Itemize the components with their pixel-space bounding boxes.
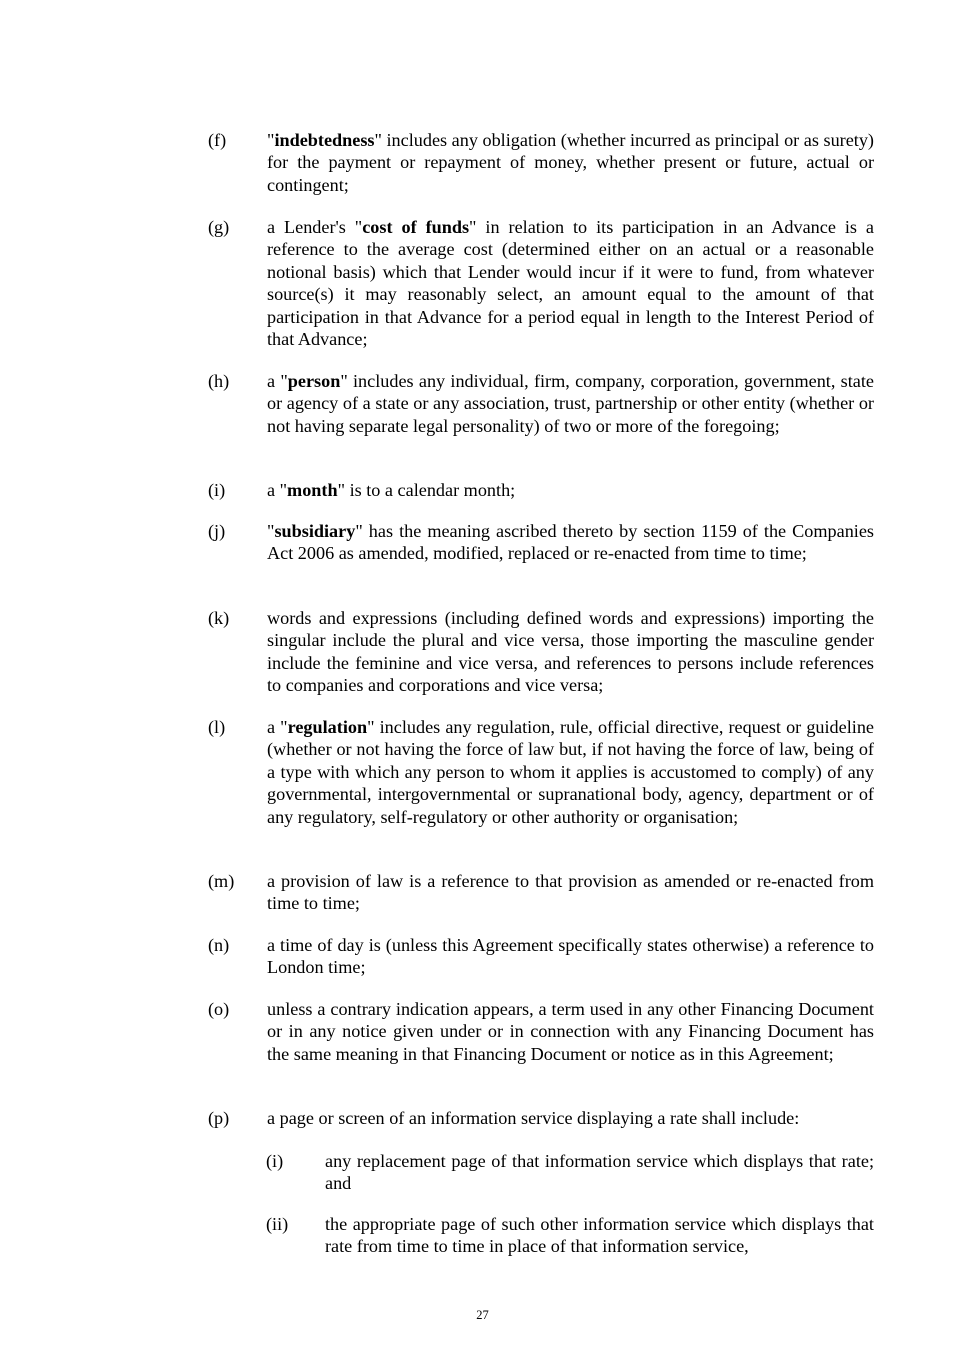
clause-label: (l)	[208, 717, 226, 737]
defined-term: cost of funds	[362, 217, 470, 237]
clause-label: (o)	[208, 999, 230, 1019]
clause-label: (f)	[208, 130, 227, 150]
clause-text: "indebtedness" includes any obligation (whether incurred as principal or as surety) for the payment or repayment of money, whether present or future, actual or contingent;	[267, 130, 874, 195]
clause-i	[208, 479, 874, 501]
defined-term: indebtedness	[274, 130, 375, 150]
defined-term: month	[287, 480, 338, 500]
subclause-i	[266, 1150, 874, 1195]
clause-text: a Lender's "cost of funds" in relation to its participation in an Advance is a reference to the average cost (determined either on an actual or a reasonable notional basis) which that Lender would incur if it were to fund, from whatever source(s) it may reasonably select, an amount equal to the amount of that participation in that Advance for a period equal in length to the Interest Period of that Advance;	[267, 217, 874, 350]
clause-p	[208, 1107, 874, 1129]
clause-n	[208, 934, 874, 979]
clause-text: words and expressions (including defined words and expressions) importing the singular include the plural and vice versa, those importing the masculine gender include the feminine and vice versa, and references to persons include references to companies and corporations and vice versa;	[267, 608, 874, 696]
page-number: 27	[476, 1308, 489, 1322]
clause-f	[208, 129, 874, 196]
clause-label: (h)	[208, 371, 230, 391]
defined-term: subsidiary	[274, 521, 356, 541]
clause-text: a time of day is (unless this Agreement specifically states otherwise) a reference to London time;	[267, 935, 874, 978]
clause-m	[208, 870, 874, 915]
clause-k	[208, 607, 874, 697]
clause-label: (i)	[208, 480, 226, 500]
clause-g	[208, 216, 874, 350]
clause-o	[208, 998, 874, 1065]
subclause-text: any replacement page of that information service which displays that rate; and	[325, 1151, 874, 1194]
clause-label: (p)	[208, 1108, 230, 1128]
subclause-ii	[266, 1213, 874, 1258]
clause-label: (m)	[208, 871, 235, 891]
clause-label: (k)	[208, 608, 230, 628]
clause-label: (g)	[208, 217, 230, 237]
clause-text: a page or screen of an information service displaying a rate shall include:	[267, 1108, 800, 1128]
defined-term: person	[287, 371, 341, 391]
subclause-label: (i)	[266, 1151, 284, 1171]
clause-text: "subsidiary" has the meaning ascribed thereto by section 1159 of the Companies Act 2006 as amended, modified, replaced or re-enacted from time to time;	[267, 521, 874, 564]
clause-h	[208, 370, 874, 437]
clause-text: a "person" includes any individual, firm, company, corporation, government, state or agency of a state or any association, trust, partnership or other entity (whether or not having separate legal personality) of two or more of the foregoing;	[267, 371, 874, 436]
clause-label: (n)	[208, 935, 230, 955]
clause-label: (j)	[208, 521, 226, 541]
clause-j	[208, 520, 874, 565]
defined-term: regulation	[287, 717, 368, 737]
clause-text: a "month" is to a calendar month;	[267, 480, 516, 500]
subclause-label: (ii)	[266, 1214, 289, 1234]
clause-l	[208, 716, 874, 828]
clause-text: a provision of law is a reference to that provision as amended or re-enacted from time to time;	[267, 871, 874, 914]
subclause-text: the appropriate page of such other information service which displays that rate from time to time in place of that information service,	[325, 1214, 874, 1257]
clause-text: a "regulation" includes any regulation, rule, official directive, request or guideline (whether or not having the force of law but, if not having the force of law, being of a type with which any person to whom it applies is accustomed to comply) of any governmental, intergovernmental or supranational body, agency, department or of any regulatory, self-regulatory or other authority or organisation;	[267, 717, 874, 827]
clause-text: unless a contrary indication appears, a term used in any other Financing Document or in any notice given under or in connection with any Financing Document has the same meaning in that Financing Document or notice as in this Agreement;	[267, 999, 874, 1064]
